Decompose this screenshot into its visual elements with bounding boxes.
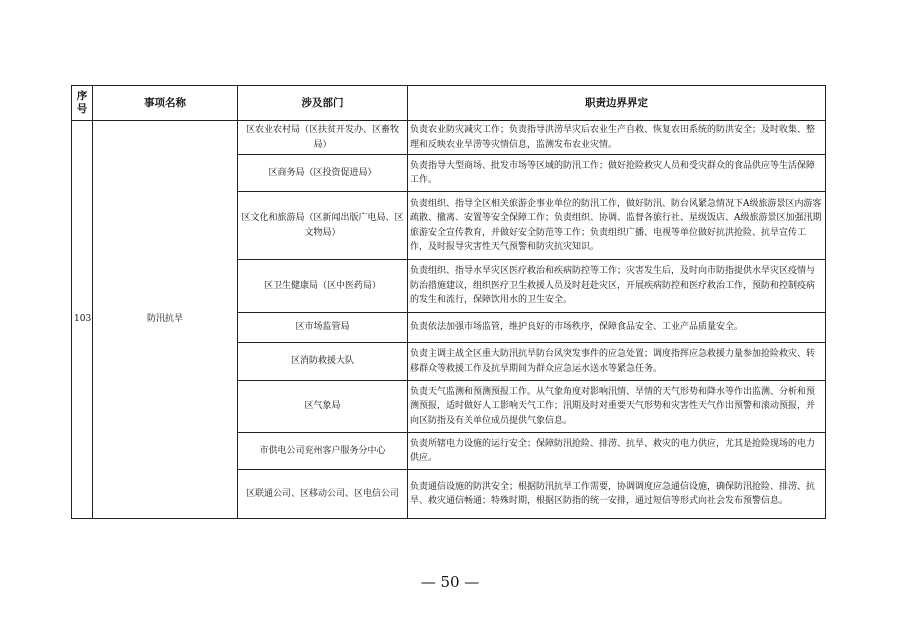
duty-cell: 负责主调主战全区重大防汛抗旱防台风突发事件的应急处置；调度指挥应急救援力量参加抢险救灾、转移群众等救援工作及抗旱期间为群众应急运水送水等紧急任务。: [408, 343, 826, 381]
header-department: 涉及部门: [238, 86, 408, 121]
header-item-name: 事项名称: [93, 86, 238, 121]
header-seq-line1: 序: [76, 90, 88, 102]
item-seq: 103: [72, 121, 93, 519]
duty-boundary-table: [71, 85, 826, 519]
dept-cell: 区气象局: [238, 381, 408, 433]
dept-cell: 区商务局（区投资促进局）: [238, 155, 408, 192]
header-duty-boundary: 职责边界界定: [408, 86, 826, 121]
duty-cell: 负责指导大型商场、批发市场等区域的防汛工作；做好抢险救灾人员和受灾群众的食品供应等生活保障工作。: [408, 155, 826, 192]
table-header-row: [72, 86, 826, 121]
header-seq: [72, 86, 93, 121]
duty-cell: 负责依法加强市场监管，维护良好的市场秩序，保障食品安全、工业产品质量安全。: [408, 313, 826, 343]
page-number: — 50 —: [420, 573, 480, 591]
dept-cell: 市供电公司兖州客户服务分中心: [238, 433, 408, 470]
duty-cell: 负责通信设施的防洪安全；根据防汛抗旱工作需要，协调调度应急通信设施，确保防汛抢险、排涝、抗旱、救灾通信畅通；特殊时期，根据区防指的统一安排，通过短信等形式向社会发布预警信息。: [408, 470, 826, 519]
dept-cell: 区消防救援大队: [238, 343, 408, 381]
dept-cell: 区联通公司、区移动公司、区电信公司: [238, 470, 408, 519]
item-name: 防汛抗旱: [93, 121, 238, 519]
dept-cell: 区市场监管局: [238, 313, 408, 343]
duty-cell: 负责所辖电力设施的运行安全；保障防汛抢险、排涝、抗旱、救灾的电力供应，尤其是抢险现场的电力供应。: [408, 433, 826, 470]
dept-cell: 区文化和旅游局（区新闻出版广电局、区文物局）: [238, 192, 408, 260]
duty-cell: 负责组织、指导全区相关旅游企事业单位的防汛工作，做好防汛、防台风紧急情况下A级旅游景区内游客疏散、撤离、安置等安全保障工作；负责组织、协调、监督各旅行社、星级饭店、A级旅游景区加强汛期旅游安全宣传教育，并做好安全防范等工作；负责组织广播、电视等单位做好抗洪抢险、抗旱宣传工作，及时报导灾害性天气预警和防灾抗灾知识。: [408, 192, 826, 260]
dept-cell: 区农业农村局（区扶贫开发办、区畜牧局）: [238, 121, 408, 155]
header-seq-line2: 号: [76, 103, 88, 115]
duty-cell: 负责农业防灾减灾工作；负责指导洪涝旱灾后农业生产自救、恢复农田系统的防洪安全；及时收集、整理和反映农业旱涝等灾情信息，监测发布农业灾情。: [408, 121, 826, 155]
duty-cell: 负责天气监测和预测预报工作。从气象角度对影响汛情、旱情的天气形势和降水等作出监测、分析和预测预报，适时做好人工影响天气工作；汛期及时对重要天气形势和灾害性天气作出预警和滚动预报，并向区防指及有关单位成员提供气象信息。: [408, 381, 826, 433]
duty-cell: 负责组织、指导水旱灾区医疗救治和疾病防控等工作；灾害发生后，及时向市防指提供水旱灾区疫情与防治措施建议，组织医疗卫生救援人员及时赶赴灾区，开展疾病防控和医疗救治工作，预防和控制疫病的发生和流行，保障饮用水的卫生安全。: [408, 260, 826, 313]
dept-cell: 区卫生健康局（区中医药局）: [238, 260, 408, 313]
table-row: [72, 121, 826, 155]
